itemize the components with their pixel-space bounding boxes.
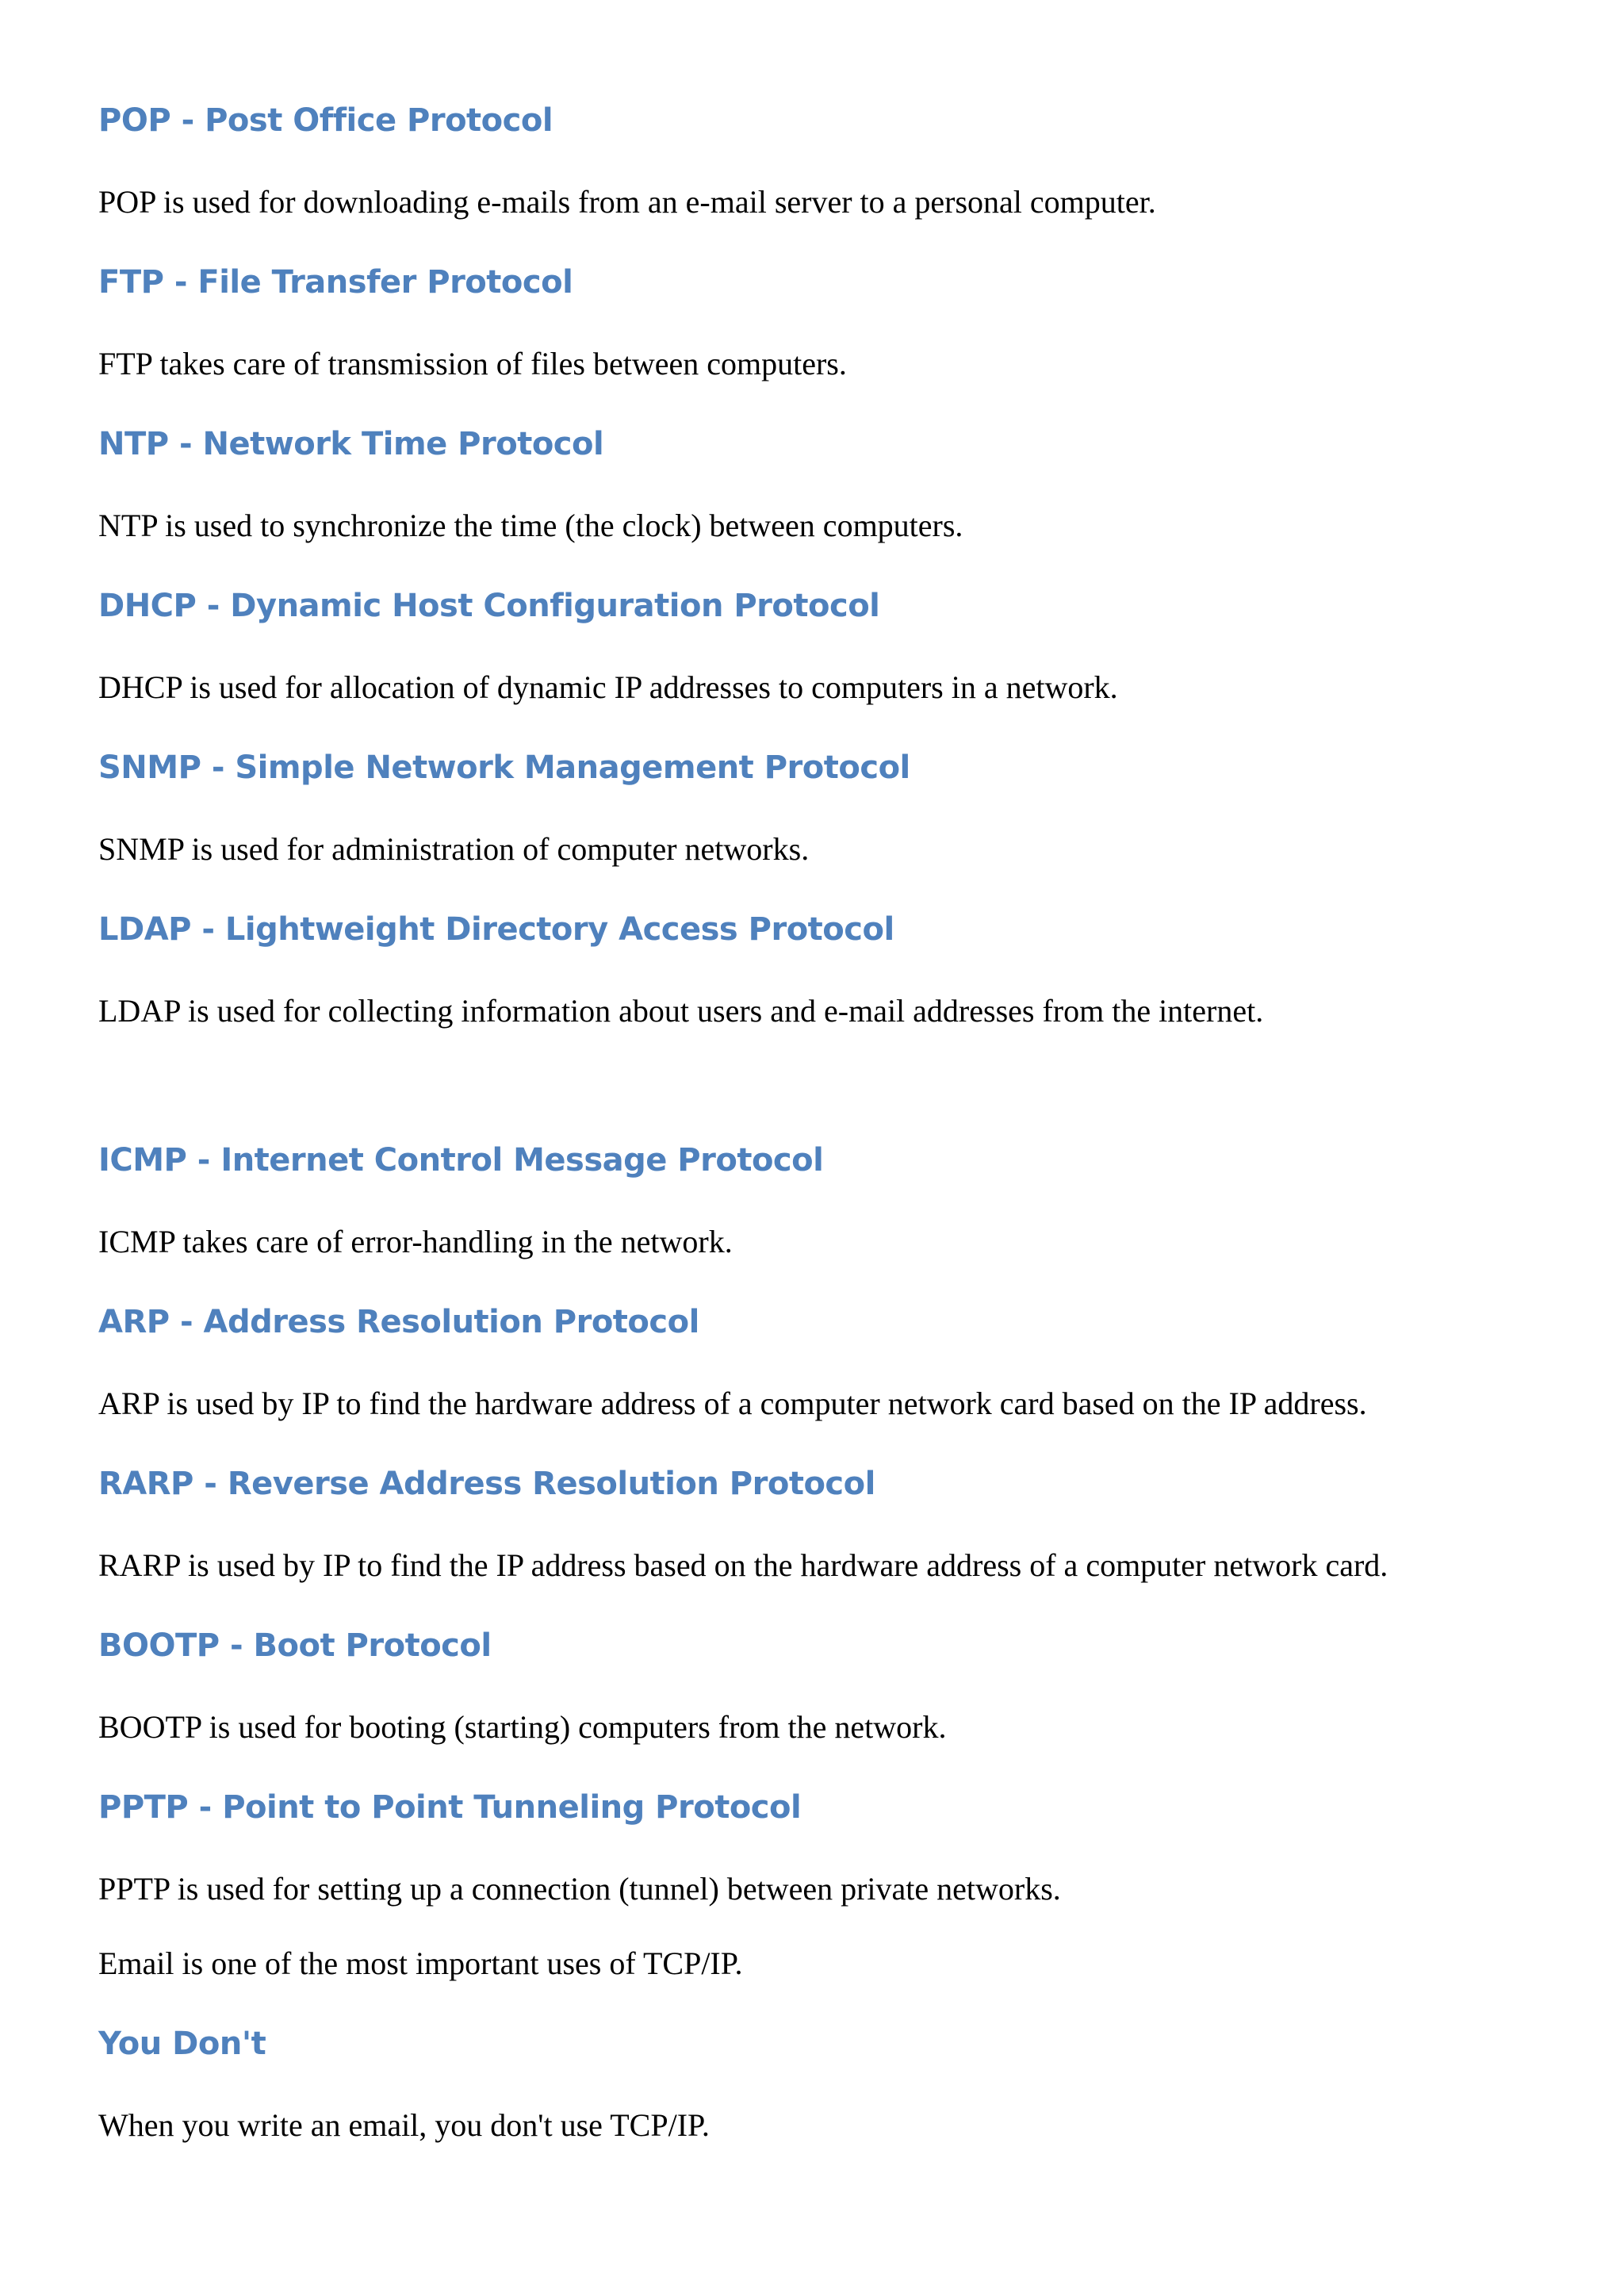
paragraph-arp: ARP is used by IP to find the hardware address of a computer network card based on the IP address. [98,1386,1367,1421]
heading-pop: POP - Post Office Protocol [98,102,553,139]
paragraph-ldap: LDAP is used for collecting information about users and e-mail addresses from the internet. [98,993,1264,1029]
heading-bootp: BOOTP - Boot Protocol [98,1627,492,1664]
paragraph-snmp: SNMP is used for administration of computer networks. [98,831,810,867]
paragraph-you-dont: When you write an email, you don't use TCP/IP. [98,2107,710,2143]
paragraph-pptp: PPTP is used for setting up a connection (tunnel) between private networks. [98,1871,1061,1907]
heading-ftp: FTP - File Transfer Protocol [98,264,573,301]
paragraph-ftp: FTP takes care of transmission of files between computers. [98,346,847,381]
heading-ldap: LDAP - Lightweight Directory Access Protocol [98,911,894,948]
paragraph-email-note: Email is one of the most important uses of TCP/IP. [98,1945,743,1981]
heading-ntp: NTP - Network Time Protocol [98,426,604,462]
paragraph-bootp: BOOTP is used for booting (starting) computers from the network. [98,1709,947,1745]
heading-arp: ARP - Address Resolution Protocol [98,1304,699,1340]
paragraph-icmp: ICMP takes care of error-handling in the network. [98,1224,733,1259]
heading-you-dont: You Don't [98,2026,266,2062]
heading-dhcp: DHCP - Dynamic Host Configuration Protocol [98,588,880,624]
paragraph-rarp: RARP is used by IP to find the IP address based on the hardware address of a computer network card. [98,1547,1388,1583]
paragraph-pop: POP is used for downloading e-mails from an e-mail server to a personal computer. [98,184,1156,220]
paragraph-ntp: NTP is used to synchronize the time (the clock) between computers. [98,508,963,543]
heading-pptp: PPTP - Point to Point Tunneling Protocol [98,1789,802,1826]
heading-icmp: ICMP - Internet Control Message Protocol [98,1142,824,1179]
heading-snmp: SNMP - Simple Network Management Protocol [98,749,910,786]
heading-rarp: RARP - Reverse Address Resolution Protocol [98,1466,875,1502]
paragraph-dhcp: DHCP is used for allocation of dynamic IP addresses to computers in a network. [98,669,1118,705]
